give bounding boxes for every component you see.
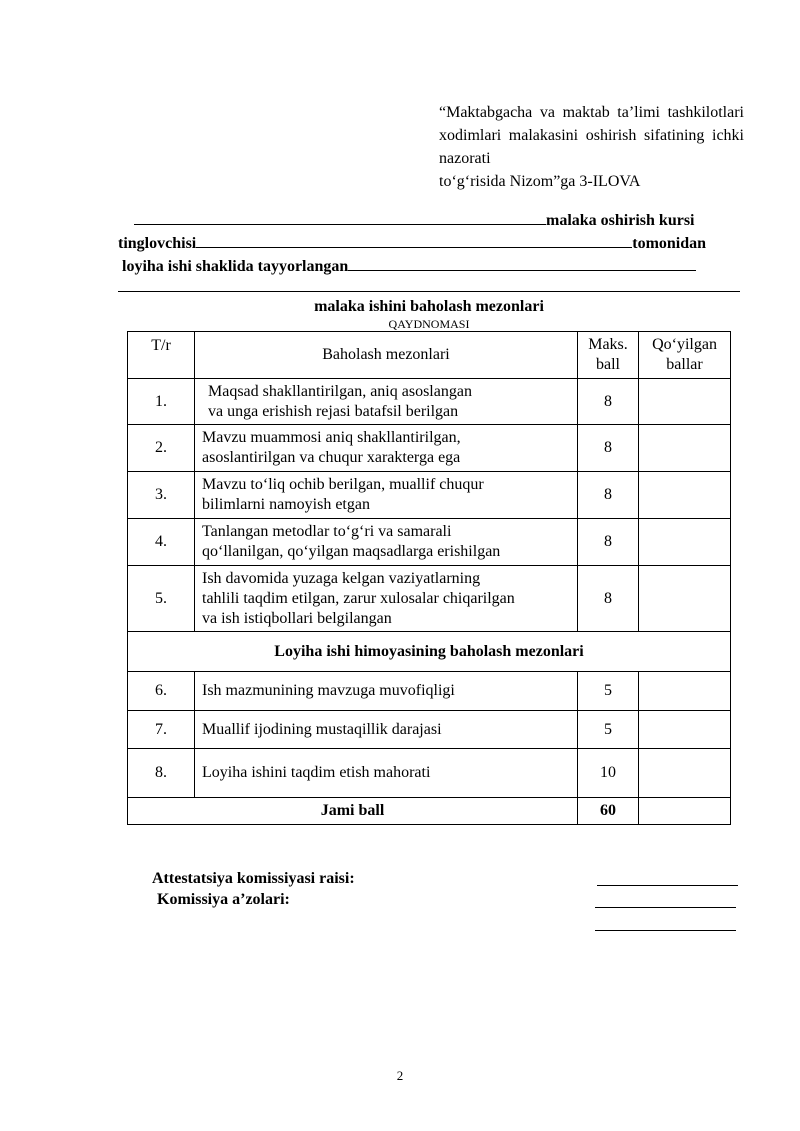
table-row: [128, 379, 731, 425]
row-max: 5: [578, 672, 639, 711]
row-score-cell[interactable]: [639, 379, 731, 425]
criteria-table: [127, 331, 731, 825]
row-num: 4.: [128, 519, 195, 566]
row-criteria: [195, 379, 578, 425]
row-max: 10: [578, 749, 639, 798]
table-row: [128, 425, 731, 472]
row-text-line: Mavzu muammosi aniq shakllantirilgan,: [202, 429, 461, 446]
table-row: [128, 519, 731, 566]
total-label: Jami ball: [128, 798, 578, 825]
row-text-line: Ish davomida yuzaga kelgan vaziyatlarning: [202, 569, 481, 587]
annex-text-last: to‘g‘risida Nizom”ga 3-ILOVA: [439, 173, 641, 190]
listener-label: tinglovchisi: [118, 235, 197, 252]
row-num: 3.: [128, 472, 195, 519]
table-row: [128, 566, 731, 632]
row-score-cell[interactable]: [639, 425, 731, 472]
header-criteria: Baholash mezonlari: [195, 332, 578, 379]
row-num: 8.: [128, 749, 195, 798]
prepared-label: loyiha ishi shaklida tayyorlangan: [122, 258, 349, 275]
row-score-cell[interactable]: [639, 519, 731, 566]
row-score-cell[interactable]: [639, 711, 731, 749]
row-text-line: asoslantirilgan va chuqur xarakterga ega: [202, 449, 461, 466]
total-score-cell[interactable]: [639, 798, 731, 825]
total-value: 60: [578, 798, 639, 825]
header-num: T/r: [128, 332, 195, 379]
row-criteria: [195, 425, 578, 472]
header-received-line1: Qo‘yilgan: [652, 336, 717, 353]
row-text-line: va unga erishish rejasi batafsil berilgan: [208, 402, 459, 420]
row-max: 8: [578, 519, 639, 566]
table-row: [128, 711, 731, 749]
course-blank[interactable]: [134, 210, 546, 225]
row-num: 7.: [128, 711, 195, 749]
table-row: [128, 672, 731, 711]
header-max-line1: Maks.: [588, 336, 628, 353]
row-text-line: Mavzu to‘liq ochib berilgan, muallif chuqur: [202, 476, 484, 493]
members-label: Komissiya a’zolari:: [157, 891, 290, 908]
row-max: 8: [578, 566, 639, 632]
member-signature-line-1[interactable]: [595, 907, 736, 908]
doc-subtitle: QAYDNOMASI: [388, 317, 470, 331]
row-max: 5: [578, 711, 639, 749]
listener-line: [118, 233, 706, 253]
course-label: malaka oshirish kursi: [546, 212, 695, 229]
row-criteria: Muallif ijodining mustaqillik darajasi: [195, 711, 578, 749]
row-text-line: Maqsad shakllantirilgan, aniq asoslangan: [208, 382, 472, 400]
row-num: 5.: [128, 566, 195, 632]
row-text-line: bilimlarni namoyish etgan: [202, 496, 370, 513]
row-num: 1.: [128, 379, 195, 425]
header-received-line2: ballar: [666, 356, 703, 373]
section-title: Loyiha ishi himoyasining baholash mezonlari: [128, 632, 731, 672]
row-num: 2.: [128, 425, 195, 472]
row-criteria: [195, 472, 578, 519]
row-score-cell[interactable]: [639, 749, 731, 798]
header-received: [639, 332, 731, 379]
member-signature-line-2[interactable]: [595, 930, 736, 931]
row-max: 8: [578, 425, 639, 472]
row-text-line: tahlili taqdim etilgan, zarur xulosalar chiqarilgan: [202, 589, 515, 607]
total-row: [128, 798, 731, 825]
header-max-line2: ball: [596, 356, 620, 373]
doc-title: malaka ishini baholash mezonlari: [314, 298, 544, 315]
section-row: [128, 632, 731, 672]
chair-signature-line[interactable]: [597, 885, 738, 886]
table-row: [128, 472, 731, 519]
annex-note: [439, 101, 744, 193]
header-max: [578, 332, 639, 379]
page-number: 2: [396, 1068, 404, 1083]
row-num: 6.: [128, 672, 195, 711]
row-text-line: va ish istiqbollari belgilangan: [202, 609, 392, 627]
prepared-blank[interactable]: [348, 256, 696, 271]
chair-label: Attestatsiya komissiyasi raisi:: [152, 870, 355, 887]
course-line: [134, 210, 694, 230]
annex-text: “Maktabgacha va maktab ta’limi tashkilotlari xodimlari malakasini oshirish sifatining ichki nazorati: [439, 104, 744, 167]
row-text-line: Tanlangan metodlar to‘g‘ri va samarali: [202, 523, 452, 540]
by-label: tomonidan: [632, 235, 707, 252]
row-criteria: Ish mazmunining mavzuga muvofiqligi: [195, 672, 578, 711]
row-score-cell[interactable]: [639, 566, 731, 632]
row-criteria: [195, 519, 578, 566]
prepared-line: [122, 256, 696, 276]
full-rule[interactable]: [118, 291, 740, 292]
listener-blank[interactable]: [196, 233, 632, 248]
row-criteria: Loyiha ishini taqdim etish mahorati: [195, 749, 578, 798]
row-score-cell[interactable]: [639, 672, 731, 711]
row-max: 8: [578, 472, 639, 519]
table-row: [128, 749, 731, 798]
row-text-line: qo‘llanilgan, qo‘yilgan maqsadlarga erishilgan: [202, 543, 501, 560]
table-header-row: [128, 332, 731, 379]
row-max: 8: [578, 379, 639, 425]
row-score-cell[interactable]: [639, 472, 731, 519]
row-criteria: [195, 566, 578, 632]
